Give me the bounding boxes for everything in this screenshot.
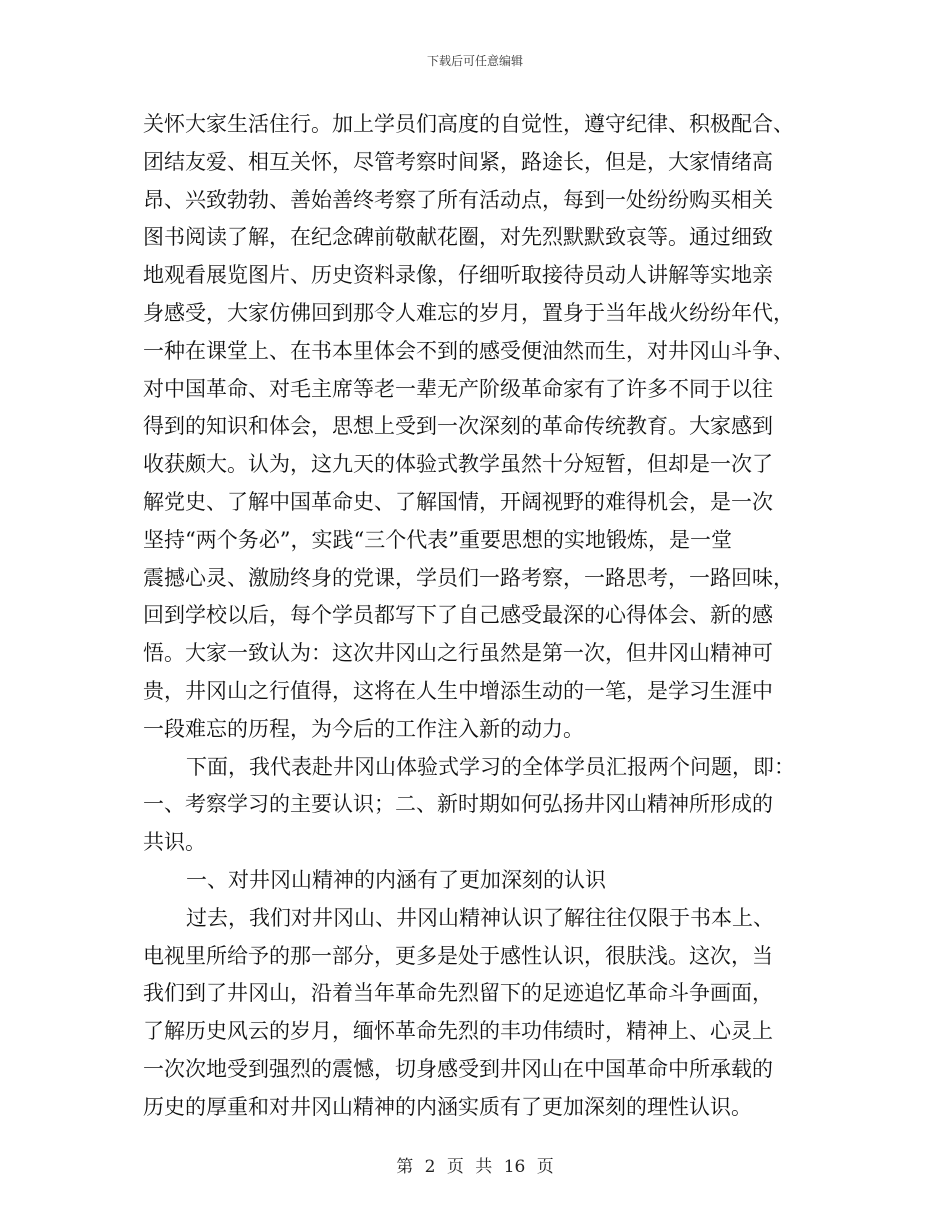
text-line: 贵，井冈山之行值得，这将在人生中增添生动的一笔，是学习生涯中: [143, 678, 773, 703]
text-line: 对中国革命、对毛主席等老一辈无产阶级革命家有了许多不同于以往: [143, 376, 773, 401]
text-line: 共识。: [143, 830, 206, 855]
text-line: 收获颇大。认为，这九天的体验式教学虽然十分短暂，但却是一次了: [143, 452, 773, 477]
text-line: 得到的知识和体会，思想上受到一次深刻的革命传统教育。大家感到: [143, 414, 773, 439]
paragraph-start-line: 过去，我们对井冈山、井冈山精神认识了解往往仅限于书本上、: [186, 905, 774, 930]
text-line: 关怀大家生活住行。加上学员们高度的自觉性，遵守纪律、积极配合、: [143, 112, 794, 136]
text-line: 地观看展览图片、历史资料录像，仔细听取接待员动人讲解等实地亲: [143, 263, 773, 288]
text-line: 身感受，大家仿佛回到那令人难忘的岁月，置身于当年战火纷纷年代，: [143, 300, 794, 325]
text-line: 悟。大家一致认为：这次井冈山之行虽然是第一次，但井冈山精神可: [143, 641, 773, 666]
text-line: 团结友爱、相互关怀，尽管考察时间紧，路途长，但是，大家情绪高: [143, 149, 773, 174]
text-line: 一次次地受到强烈的震憾，切身感受到井冈山在中国革命中所承载的: [143, 1056, 773, 1081]
paragraph-start-line: 下面，我代表赴井冈山体验式学习的全体学员汇报两个问题，即：: [186, 754, 795, 779]
text-line: 一、考察学习的主要认识；二、新时期如何弘扬井冈山精神所形成的: [143, 792, 773, 817]
text-line: 解党史、了解中国革命史、了解国情，开阔视野的难得机会，是一次: [143, 489, 773, 514]
text-line: 一段难忘的历程，为今后的工作注入新的动力。: [143, 716, 584, 741]
document-body: [143, 106, 811, 1127]
text-line: 我们到了井冈山，沿着当年革命先烈留下的足迹追忆革命斗争画面，: [143, 981, 773, 1006]
text-line: 了解历史风云的岁月，缅怀革命先烈的丰功伟绩时，精神上、心灵上: [143, 1019, 773, 1044]
text-line: 历史的厚重和对井冈山精神的内涵实质有了更加深刻的理性认识。: [143, 1094, 752, 1119]
section-heading: 一、对井冈山精神的内涵有了更加深刻的认识: [186, 867, 606, 892]
page-number-footer: 第 2 页 共 16 页: [396, 1157, 554, 1177]
page-header: 下载后可任意编辑: [426, 54, 523, 68]
text-line: 电视里所给予的那一部分，更多是处于感性认识，很肤浅。这次，当: [143, 943, 773, 968]
text-line: 昂、兴致勃勃、善始善终考察了所有活动点，每到一处纷纷购买相关: [143, 187, 773, 212]
text-line: 图书阅读了解，在纪念碑前敬献花圈，对先烈默默致哀等。通过细致: [143, 225, 773, 250]
text-line: 震撼心灵、激励终身的党课，学员们一路考察，一路思考，一路回味，: [143, 565, 794, 590]
text-line: 一种在课堂上、在书本里体会不到的感受便油然而生，对井冈山斗争、: [143, 338, 794, 363]
text-line: 坚持“两个务必”，实践“三个代表”重要思想的实地锻炼，是一堂: [143, 527, 732, 552]
text-line: 回到学校以后，每个学员都写下了自己感受最深的心得体会、新的感: [143, 603, 773, 628]
